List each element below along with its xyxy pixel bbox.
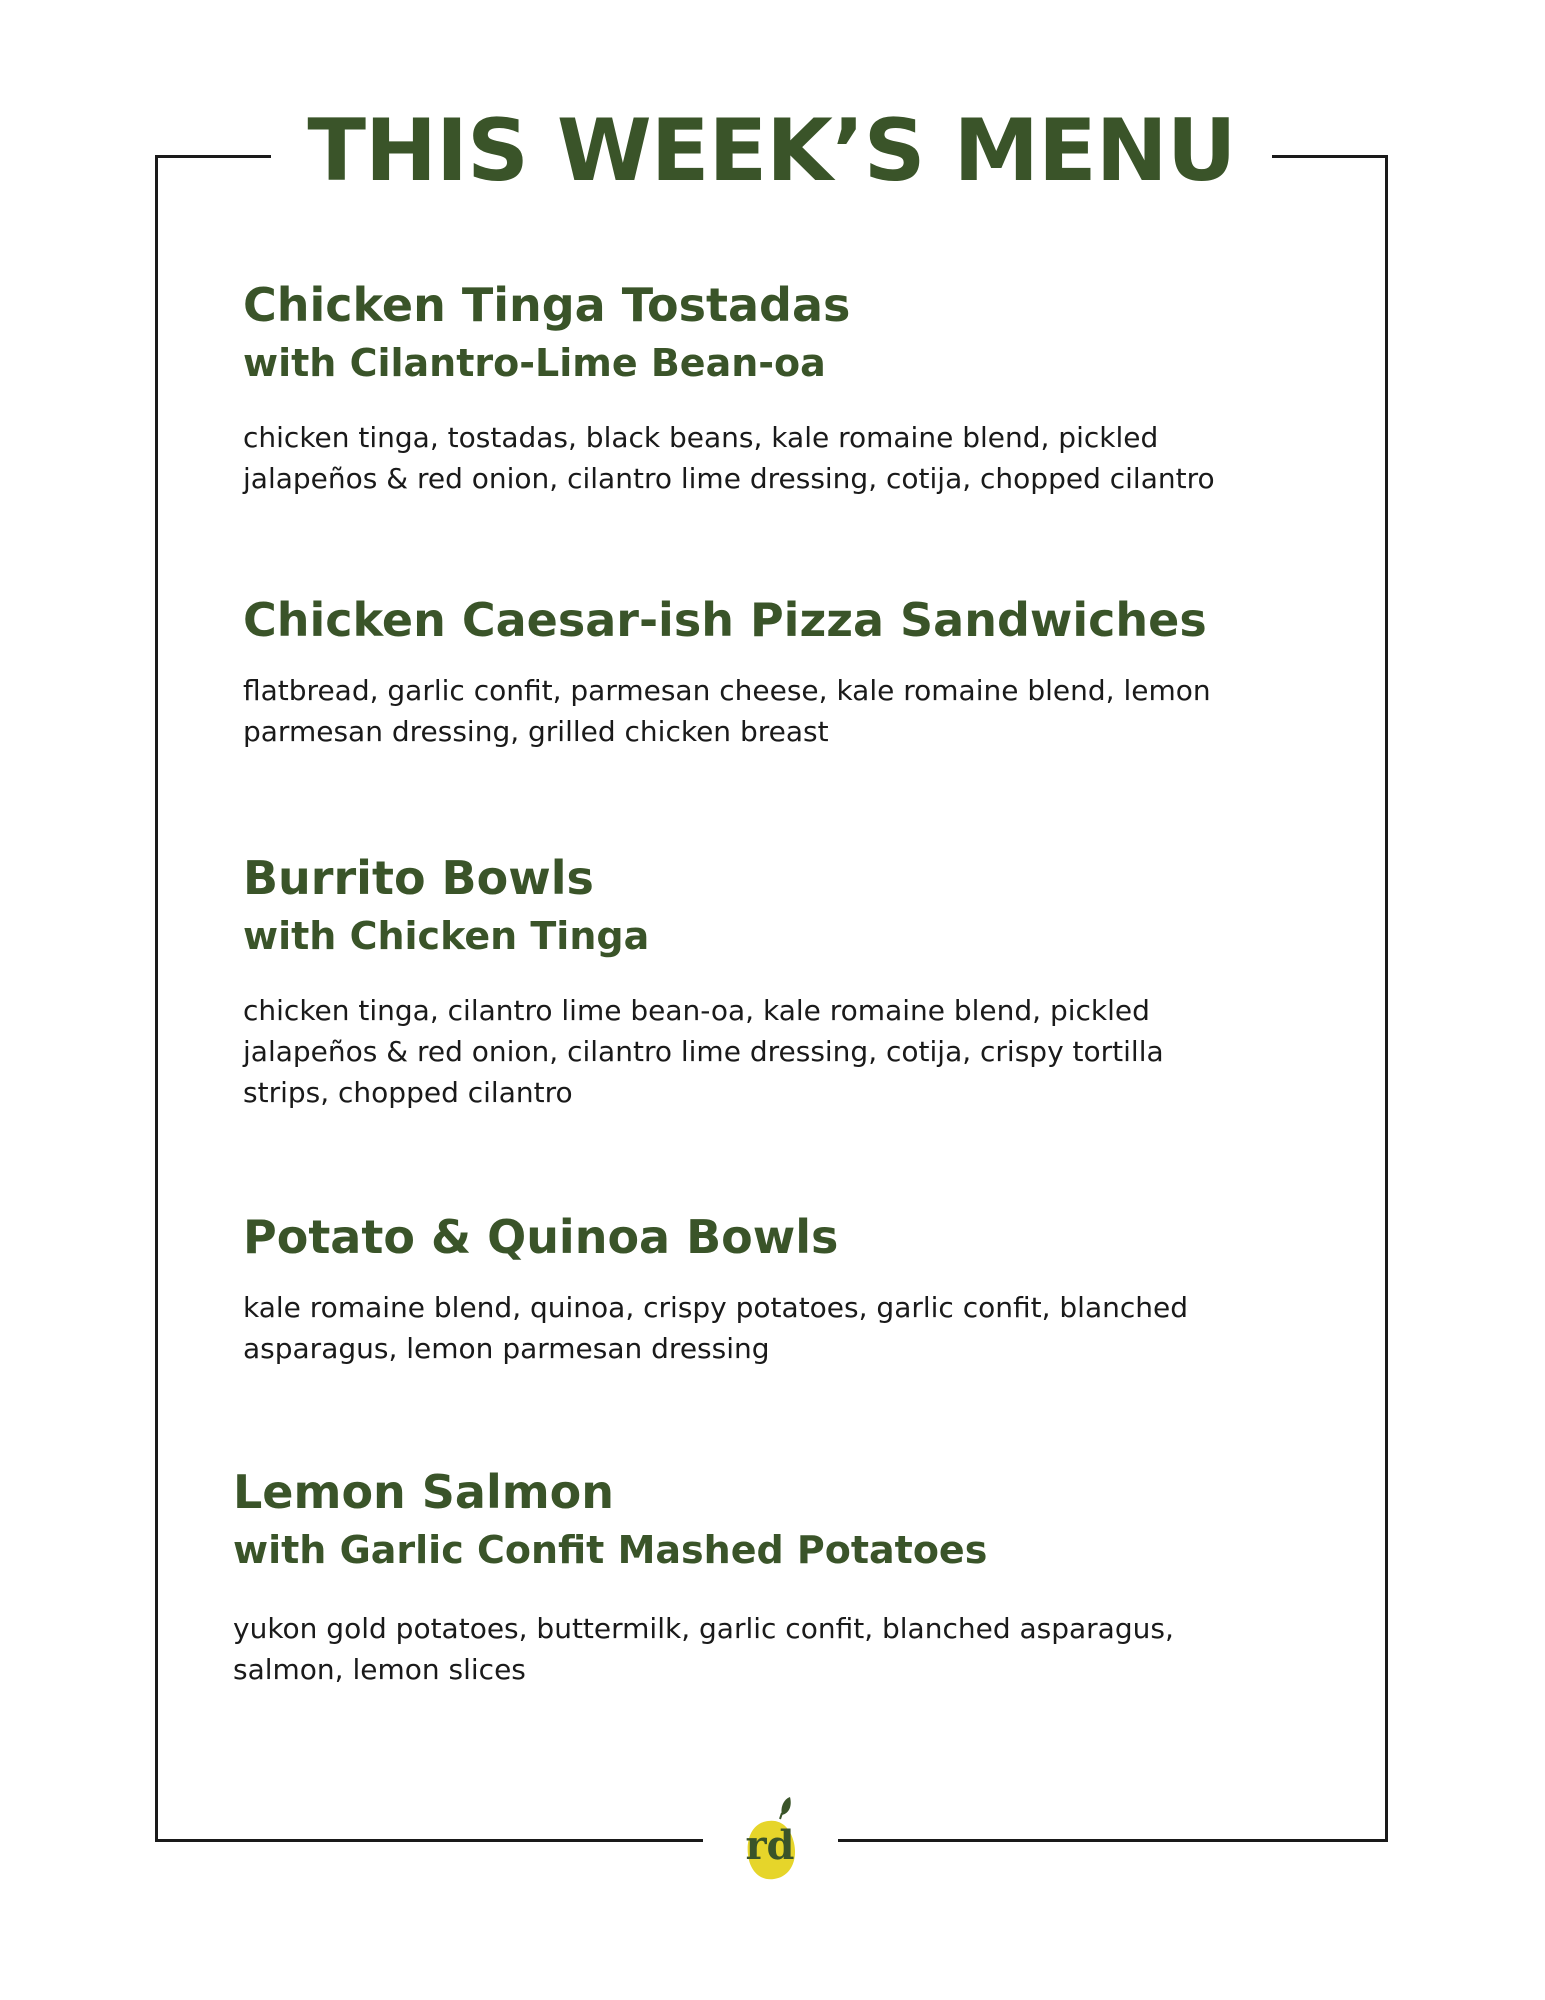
menu-item-description	[233, 1608, 1293, 1690]
description-line: asparagus, lemon parmesan dressing	[243, 1332, 770, 1365]
menu-item-title: Potato & Quinoa Bowls	[243, 1210, 839, 1264]
description-line: flatbread, garlic confit, parmesan cheese, kale romaine blend, lemon	[243, 674, 1211, 707]
logo-text: rd	[745, 1822, 795, 1869]
menu-item-lemon-salmon	[233, 1462, 1333, 1690]
brand-logo	[730, 1795, 814, 1885]
menu-item-description	[243, 1287, 1303, 1369]
menu-item-subtitle: with Chicken Tinga	[243, 914, 650, 958]
menu-item-subtitle: with Cilantro-Lime Bean-oa	[243, 341, 826, 385]
menu-item-chicken-caesar-pizza-sandwiches	[243, 590, 1343, 752]
menu-item-description	[243, 670, 1303, 752]
lemon-logo-icon	[730, 1795, 814, 1885]
menu-item-title: Chicken Caesar-ish Pizza Sandwiches	[243, 593, 1207, 647]
menu-item-title: Chicken Tinga Tostadas	[243, 278, 851, 332]
leaf-shape	[781, 1797, 790, 1815]
menu-item-chicken-tinga-tostadas	[243, 275, 1343, 499]
menu-item-title: Lemon Salmon	[233, 1465, 615, 1519]
frame-bottom-left-line	[155, 1839, 703, 1842]
description-line: jalapeños & red onion, cilantro lime dressing, cotija, crispy tortilla	[243, 1035, 1164, 1068]
menu-item-title: Burrito Bowls	[243, 851, 594, 905]
frame-right-line	[1385, 155, 1388, 1842]
menu-item-burrito-bowls	[243, 848, 1343, 1113]
frame-top-left-line	[155, 155, 271, 158]
description-line: chicken tinga, tostadas, black beans, kale romaine blend, pickled	[243, 421, 1159, 454]
page-title: THIS WEEK’S MENU	[307, 101, 1236, 201]
menu-item-description	[243, 990, 1303, 1113]
description-line: chicken tinga, cilantro lime bean-oa, kale romaine blend, pickled	[243, 994, 1150, 1027]
description-line: salmon, lemon slices	[233, 1653, 526, 1686]
description-line: jalapeños & red onion, cilantro lime dressing, cotija, chopped cilantro	[243, 462, 1215, 495]
menu-item-subtitle: with Garlic Confit Mashed Potatoes	[233, 1528, 988, 1572]
frame-top-right-line	[1272, 155, 1388, 158]
menu-item-description	[243, 417, 1303, 499]
menu-item-potato-quinoa-bowls	[243, 1207, 1343, 1369]
description-line: yukon gold potatoes, buttermilk, garlic confit, blanched asparagus,	[233, 1612, 1174, 1645]
description-line: kale romaine blend, quinoa, crispy potatoes, garlic confit, blanched	[243, 1291, 1188, 1324]
frame-left-line	[155, 155, 158, 1842]
description-line: parmesan dressing, grilled chicken breast	[243, 715, 829, 748]
frame-bottom-right-line	[838, 1839, 1388, 1842]
leaf-stem	[780, 1813, 782, 1819]
description-line: strips, chopped cilantro	[243, 1076, 573, 1109]
